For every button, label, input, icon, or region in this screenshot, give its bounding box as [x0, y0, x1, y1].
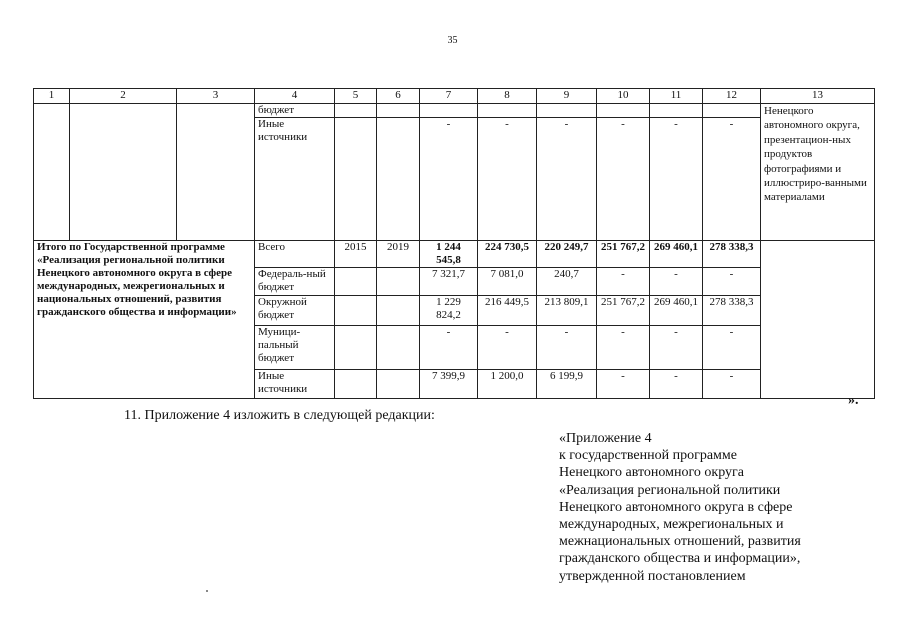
value-cell: -	[420, 118, 478, 241]
source-cell: Всего	[255, 241, 335, 268]
header-cell: 13	[761, 89, 875, 104]
value-cell: 220 249,7	[537, 241, 597, 268]
header-cell: 10	[597, 89, 650, 104]
appendix-heading-block	[559, 430, 801, 585]
header-cell: 12	[703, 89, 761, 104]
value-cell: -	[703, 268, 761, 296]
header-cell: 6	[377, 89, 420, 104]
header-cell: 3	[177, 89, 255, 104]
header-cell: 5	[335, 89, 377, 104]
value-cell: -	[478, 118, 537, 241]
end-year: 2019	[377, 241, 420, 268]
appendix-line: «Приложение 4	[559, 431, 652, 446]
value-cell: 7 081,0	[478, 268, 537, 296]
appendix-line: Ненецкого автономного округа в сфере	[559, 499, 793, 515]
source-cell: Муници-пальный бюджет	[255, 326, 335, 370]
appendix-line: межнациональных отношений, развития	[559, 534, 801, 550]
value-cell: 7 321,7	[420, 268, 478, 296]
value-cell: -	[597, 268, 650, 296]
value-cell: 213 809,1	[537, 296, 597, 326]
amendment-item-text: 11. Приложение 4 изложить в следующей редакции:	[124, 408, 435, 423]
value-cell: -	[703, 118, 761, 241]
start-year: 2015	[335, 241, 377, 268]
value-cell: 224 730,5	[478, 241, 537, 268]
value-cell: 278 338,3	[703, 241, 761, 268]
empty-cell	[34, 104, 70, 241]
empty-cell	[761, 241, 875, 399]
source-cell: Иные источники	[255, 370, 335, 399]
value-cell: 269 460,1	[650, 296, 703, 326]
value-cell: -	[650, 326, 703, 370]
header-cell: 4	[255, 89, 335, 104]
page-number: 35	[447, 35, 458, 46]
value-cell: 240,7	[537, 268, 597, 296]
appendix-line: к государственной программе	[559, 448, 737, 464]
appendix-line: «Реализация региональной политики	[559, 482, 781, 498]
closing-quote-mark: ».	[848, 393, 859, 408]
value-cell: -	[537, 118, 597, 241]
value-cell: -	[537, 326, 597, 370]
appendix-line: Ненецкого автономного округа	[559, 465, 744, 481]
value-cell: -	[597, 326, 650, 370]
source-cell: Окружной бюджет	[255, 296, 335, 326]
value-cell: 269 460,1	[650, 241, 703, 268]
value-cell: 251 767,2	[597, 296, 650, 326]
value-cell: -	[650, 268, 703, 296]
header-cell: 1	[34, 89, 70, 104]
value-cell: -	[597, 370, 650, 399]
header-cell: 11	[650, 89, 703, 104]
table-row-total	[34, 241, 875, 268]
value-cell: -	[597, 118, 650, 241]
budget-table	[33, 88, 875, 399]
source-cell: Федераль-ный бюджет	[255, 268, 335, 296]
value-cell: -	[703, 326, 761, 370]
value-cell: 278 338,3	[703, 296, 761, 326]
value-cell: -	[703, 370, 761, 399]
value-cell: 1 200,0	[478, 370, 537, 399]
value-cell: 216 449,5	[478, 296, 537, 326]
header-cell: 2	[70, 89, 177, 104]
appendix-line: утвержденной постановлением	[559, 568, 746, 584]
value-cell: -	[650, 370, 703, 399]
total-label: Итого по Государственной программе «Реализация региональной политики Ненецкого автономного округа в сфере международных, межрегиональных и национальных отношений, развития гражданского общества и информации»	[34, 241, 255, 399]
value-cell: 7 399,9	[420, 370, 478, 399]
value-cell: 1 244 545,8	[420, 241, 478, 268]
value-cell: -	[478, 326, 537, 370]
header-cell: 7	[420, 89, 478, 104]
table-header-row	[34, 89, 875, 104]
table-row	[34, 104, 875, 118]
header-cell: 9	[537, 89, 597, 104]
value-cell: 6 199,9	[537, 370, 597, 399]
header-cell: 8	[478, 89, 537, 104]
value-cell: 1 229 824,2	[420, 296, 478, 326]
value-cell: -	[650, 118, 703, 241]
appendix-line: гражданского общества и информации»,	[559, 551, 801, 567]
source-cell: Иные источники	[255, 118, 335, 241]
description-cell: Ненецкого автономного округа, презентацион-ных продуктов фотографиями и иллюстриро-ванными материалами	[761, 104, 875, 241]
empty-cell	[70, 104, 177, 241]
appendix-line: международных, межрегиональных и	[559, 517, 784, 533]
scan-speck	[206, 590, 208, 592]
value-cell: 251 767,2	[597, 241, 650, 268]
source-cell: бюджет	[255, 104, 335, 118]
value-cell: -	[420, 326, 478, 370]
empty-cell	[177, 104, 255, 241]
